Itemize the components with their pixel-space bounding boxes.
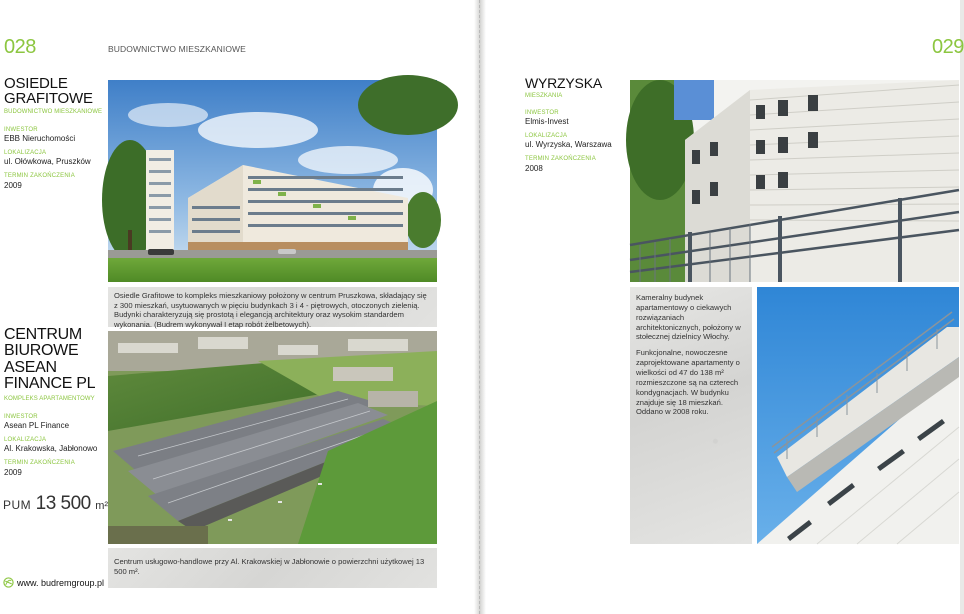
project1-meta (4, 127, 104, 197)
project3-location: ul. Wyrzyska, Warszawa (525, 140, 612, 150)
pum-unit: m² (95, 500, 109, 512)
project3-title: WYRZYSKA (525, 75, 602, 91)
project1-date: 2009 (4, 180, 22, 190)
project2-investor-label: INWESTOR (4, 414, 38, 420)
pum-label: PUM (3, 498, 32, 512)
globe-icon (3, 577, 14, 588)
page-gutter (474, 0, 486, 614)
project2-title (4, 327, 104, 392)
project2-location-label: LOKALIZACJA (4, 437, 47, 444)
project3-location-label: LOKALIZACJA (525, 133, 568, 140)
project2-title-line4: FINANCE PL (4, 374, 96, 392)
project2-caption: Centrum usługowo-handlowe przy Al. Krakowskiej w Jabłonowie o powierzchni użytkowej 13 500 m². (108, 548, 437, 588)
project3-description (630, 287, 752, 544)
project2-subtitle: KOMPLEKS APARTAMENTOWY (4, 396, 95, 402)
project3-investor-label: INWESTOR (525, 110, 559, 116)
project1-title (4, 76, 104, 107)
project1-investor: EBB Nieruchomości (4, 134, 76, 144)
project2-title-line3: ASEAN (4, 358, 57, 376)
project1-subtitle: BUDOWNICTWO MIESZKANIOWE (4, 109, 103, 115)
project2-title-line2: BIUROWE (4, 342, 79, 360)
project1-photo (108, 80, 437, 282)
project2-meta (4, 414, 104, 484)
project3-subtitle: MIESZKANIA (525, 93, 563, 99)
page-number-right: 029 (932, 36, 964, 58)
fold-line (479, 0, 480, 614)
project2-date: 2009 (4, 467, 22, 477)
project1-caption: Osiedle Grafitowe to kompleks mieszkaniowy położony w centrum Pruszkowa, składający się z 300 mieszkań, usytuowanych w pięciu budynkach 3 i 4 - piętrowych, otoczonych zielenią. Budynki charakteryzują się prostotą i elegancją architektury oraz wysokim standardem wykonania. (Budrem wykonywał I etap robót żelbetowych). (108, 287, 437, 327)
project1-title-line1: OSIEDLE (4, 75, 68, 92)
project3-date-label: TERMIN ZAKOŃCZENIA (525, 156, 596, 163)
project1-investor-label: INWESTOR (4, 127, 38, 133)
project2-title-line1: CENTRUM (4, 326, 82, 343)
project3-date: 2008 (525, 163, 543, 173)
project1-location: ul. Ołówkowa, Pruszków (4, 157, 91, 167)
project3-photo-main (630, 80, 959, 282)
project2-investor: Asean PL Finance (4, 421, 70, 431)
project3-meta (525, 110, 635, 180)
project1-title-line2: GRAFITOWE (4, 90, 93, 108)
project3-photo-detail (757, 287, 959, 544)
project3-desc2: Funkcjonalne, nowoczesne zaprojektowane apartamenty o wielkości od 47 do 138 m² rozmieszczone są na czterech kondygnacjach. W budynku znajduje się 18 mieszkań. Oddano w 2008 roku. (636, 348, 740, 417)
website-link[interactable]: www. budremgroup.pl (17, 577, 105, 588)
footer-website[interactable] (3, 577, 104, 588)
project2-date-label: TERMIN ZAKOŃCZENIA (4, 460, 75, 467)
project3-desc1: Kameralny budynek apartamentowy o ciekawych rozwiązaniach architektonicznych, położony w stołecznej dzielnicy Włochy. (636, 293, 741, 342)
pum-value: 13 500 (35, 493, 91, 514)
project1-date-label: TERMIN ZAKOŃCZENIA (4, 173, 75, 180)
project3-investor: Elmis-Invest (525, 117, 569, 127)
project2-pum (3, 493, 108, 515)
project2-location: Al. Krakowska, Jabłonowo (4, 444, 98, 454)
project1-location-label: LOKALIZACJA (4, 150, 47, 157)
project2-photo (108, 331, 437, 544)
page-number-left: 028 (4, 36, 36, 58)
section-title: BUDOWNICTWO MIESZKANIOWE (108, 44, 246, 54)
